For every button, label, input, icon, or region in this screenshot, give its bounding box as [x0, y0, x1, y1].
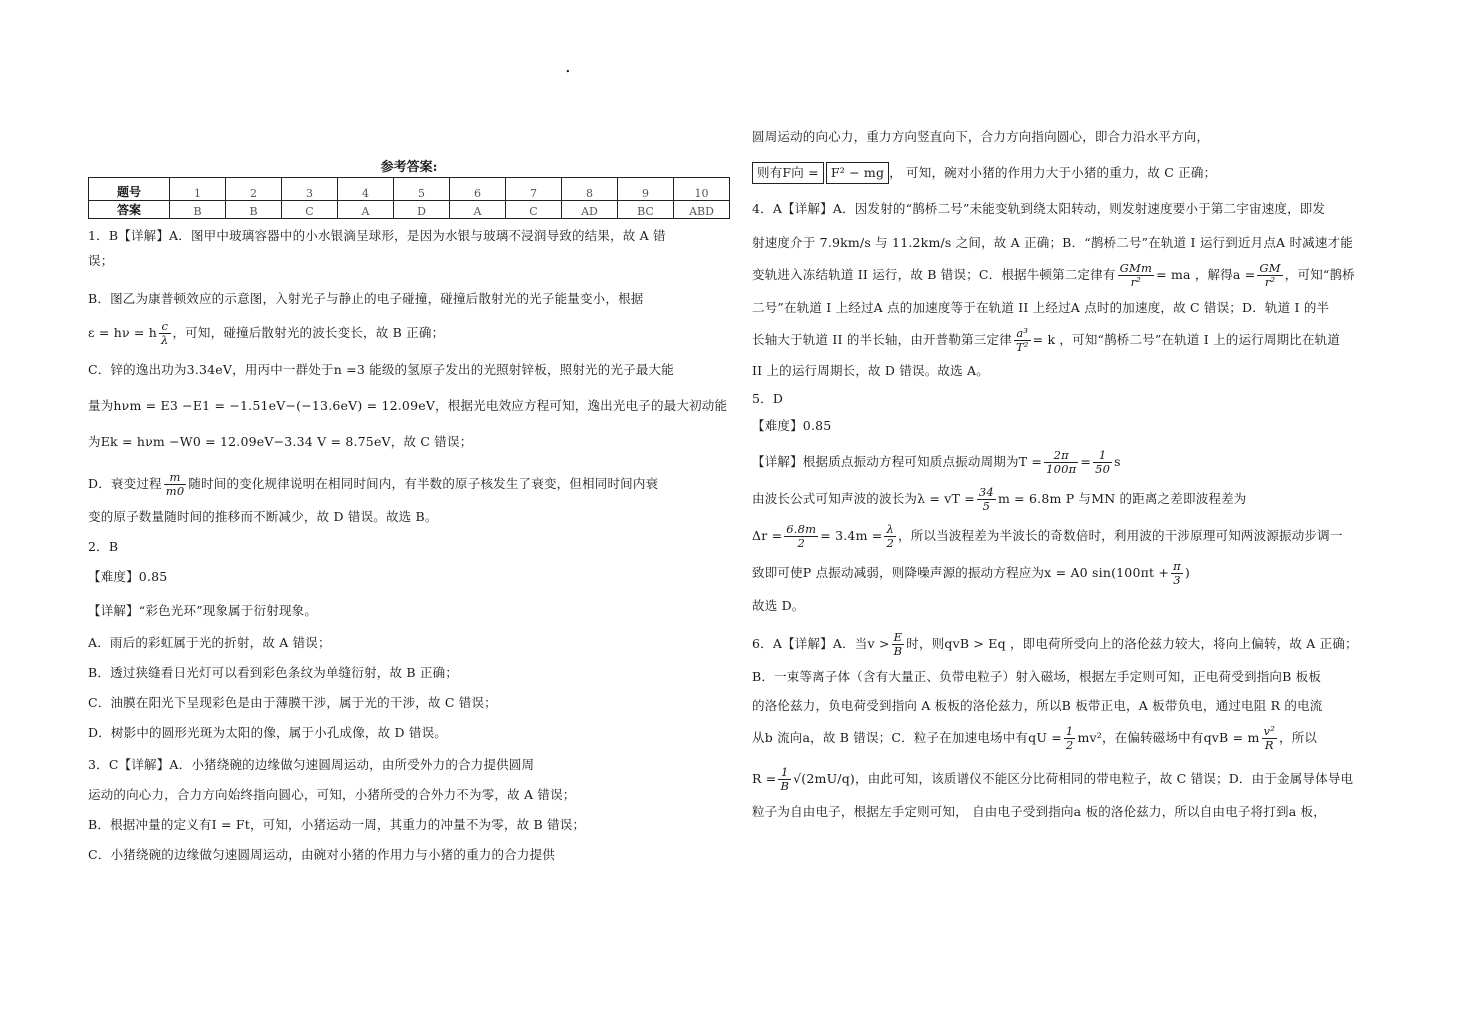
left-column	[88, 156, 730, 876]
q1-b-line-2	[88, 320, 730, 347]
number-cell: 3	[282, 178, 338, 201]
number-cell: 1	[170, 178, 226, 201]
q1-d-text-pre: D．衰变过程	[88, 476, 162, 491]
q3-b-line: B．根据冲量的定义有I = Ft，可知，小猪运动一周，其重力的冲量不为零，故 B 错误；	[88, 817, 586, 832]
q5-fraction-phase: $\frac{\pi}{3}$	[1173, 559, 1181, 587]
q4-fraction-gm: $\frac{GM}{\text{r²}}$	[1259, 261, 1281, 289]
q4-line-5	[752, 327, 1382, 354]
q2-option-c: C．油膜在阳光下呈现彩色是由于薄膜干涉，属于光的干涉，故 C 错误；	[88, 695, 497, 710]
q5-line-4-post: )	[1184, 565, 1190, 580]
q6-line-4	[752, 725, 1382, 752]
q1-d-line-2: 变的原子数量随时间的推移而不断减少，故 D 错误。故选 B。	[88, 509, 438, 524]
q3-c-continued: 圆周运动的向心力，重力方向竖直向下，合力方向指向圆心，即合力沿水平方向，	[752, 129, 1210, 144]
number-cell: 7	[506, 178, 562, 201]
q6-line-6: 粒子为自由电子，根据左手定则可知， 自由电子受到指向a 板的洛伦兹力，所以自由电子将打到a 板，	[752, 804, 1326, 819]
q1-c-line-2: 量为hνm = E3 −E1 = −1.51eV−(−13.6eV) = 12.09eV，根据光电效应方程可知，逸出光电子的最大初动能	[88, 398, 728, 413]
q5-line-2-post: m = 6.8m P 与MN 的距离之差即波程差为	[997, 491, 1247, 506]
answer-label-cell: 答案	[89, 201, 170, 219]
q1-b-line-1: B．图乙为康普顿效应的示意图，入射光子与静止的电子碰撞，碰撞后散射光的光子能量变小，根据	[88, 291, 644, 306]
q6-line-5	[752, 766, 1382, 793]
q6-line-5-post: ，由此可知，该质谱仪不能区分比荷相同的带电粒子，故 C 错误；D．由于金属导体导电	[855, 771, 1354, 786]
answer-table	[88, 177, 730, 219]
q5-line-1-mid: =	[1080, 454, 1092, 469]
q2-option-b: B．透过狭缝看日光灯可以看到彩色条纹为单缝衍射，故 B 正确；	[88, 665, 459, 680]
number-cell: 10	[674, 178, 730, 201]
q4-line-6: II 上的运行周期长，故 D 错误。故选 A。	[752, 363, 989, 378]
q5-line-3-pre: Δr =	[752, 528, 783, 543]
q1-b-formula-pre: ε = hν = h	[88, 325, 158, 340]
q5-fraction-period: $\frac{2\pi}{100\pi}$	[1046, 448, 1077, 476]
number-cell: 2	[226, 178, 282, 201]
q6-line-2: B．一束等离子体（含有大量正、负带电粒子）射入磁场，根据左手定则可知，正电荷受到指向B 板板	[752, 669, 1322, 684]
q2-option-d: D．树影中的圆形光斑为太阳的像，属于小孔成像，故 D 错误。	[88, 725, 447, 740]
q1-b-formula-post: ，可知，碰撞后散射光的波长变长，故 B 正确；	[172, 325, 445, 340]
q6-fraction-v2r: $\frac{\text{v²}}{R}$	[1263, 724, 1276, 752]
answer-cell: C	[506, 201, 562, 219]
q6-line-1-post: 时，则qvB > Eq ，即电荷所受向上的洛伦兹力较大，将向上偏转，故 A 正确；	[906, 636, 1358, 651]
q2-option-a: A．雨后的彩虹属于光的折射，故 A 错误；	[88, 635, 331, 650]
right-column	[752, 128, 1382, 833]
q5-line-2	[752, 486, 1382, 513]
answer-table-number-row	[89, 178, 730, 201]
answer-cell: C	[282, 201, 338, 219]
q5-fraction-half-lambda: $\frac{\lambda}{2}$	[886, 522, 895, 550]
q1-c-line-3: 为Ek = hνm −W0 = 12.09eV−3.34 V = 8.75eV，故 C 错误；	[88, 434, 473, 449]
q5-line-1-pre: 【详解】根据质点振动方程可知质点振动周期为T =	[752, 454, 1043, 469]
number-cell: 6	[450, 178, 506, 201]
q2-difficulty: 【难度】0.85	[88, 569, 168, 584]
q5-line-4-pre: 致即可使P 点振动减弱，则降噪声源的振动方程应为x = A0 sin(100πt +	[752, 565, 1170, 580]
q3-c-formula-line	[752, 162, 1382, 184]
q6-sqrt-term: √(2mU/q)	[793, 771, 855, 786]
q6-line-3: 的洛伦兹力，负电荷受到指向 A 板板的洛伦兹力，所以B 板带正电，A 板带负电，通过电阻 R 的电流	[752, 698, 1323, 713]
number-cell: 4	[338, 178, 394, 201]
answer-cell: ABD	[674, 201, 730, 219]
q5-line-1	[752, 449, 1382, 476]
q6-line-1	[752, 631, 1382, 658]
formula-box: 则有F向 =	[752, 162, 824, 184]
q1-a-line-1: 1．B【详解】A．图甲中玻璃容器中的小水银滴呈球形，是因为水银与玻璃不浸润导致的结果，故 A 错	[88, 228, 666, 243]
q4-line-3-mid: = ma ，解得a =	[1156, 267, 1256, 282]
q4-line-5-pre: 长轴大于轨道 II 的半长轴，由开普勒第三定律	[752, 332, 1012, 347]
q4-line-5-post: = k ，可知“鹊桥二号”在轨道 I 上的运行周期比在轨道	[1032, 332, 1341, 347]
q6-line-1-pre: 6．A【详解】A．当v >	[752, 636, 890, 651]
q6-line-4-post: ，所以	[1279, 730, 1318, 745]
q3-c-line: C．小猪绕碗的边缘做匀速圆周运动，由碗对小猪的作用力与小猪的重力的合力提供	[88, 847, 555, 862]
q3-a-line-2: 运动的向心力，合力方向始终指向圆心，可知，小猪所受的合外力不为零，故 A 错误；	[88, 787, 576, 802]
q3-c-conclusion: ， 可知，碗对小猪的作用力大于小猪的重力，故 C 正确；	[889, 165, 1217, 180]
q4-line-3-post: ，可知“鹊桥	[1284, 267, 1355, 282]
q4-line-1: 4．A【详解】A．因发射的“鹊桥二号”未能变轨到绕太阳转动，则发射速度要小于第二宇宙速度，即发	[752, 201, 1326, 216]
q5-line-3-post: ，所以当波程差为半波长的奇数倍时，利用波的干涉原理可知两波源振动步调一	[898, 528, 1343, 543]
formula-box-2: F² − mg	[826, 162, 889, 184]
q1-c-line-1: C．锌的逸出功为3.34eV，用丙中一群处于n =3 能级的氢原子发出的光照射锌板，照射光的光子最大能	[88, 362, 674, 377]
q4-fraction-kepler: $\frac{\text{a³}}{\text{T²}}$	[1015, 326, 1029, 354]
q4-line-3-pre: 变轨进入冻结轨道 II 运行，故 B 错误；C．根据牛顿第二定律有	[752, 267, 1116, 282]
q1-a-line-2: 误；	[88, 253, 114, 268]
q3-a-line-1: 3．C【详解】A．小猪绕碗的边缘做匀速圆周运动，由所受外力的合力提供圆周	[88, 757, 535, 772]
q6-line-4-mid: mv²，在偏转磁场中有qvB = m	[1077, 730, 1260, 745]
q2-answer: 2．B	[88, 539, 119, 554]
q5-fraction-path: $\frac{6.8m}{2}$	[786, 522, 817, 550]
q1-d-fraction: $\frac{m}{m0}$	[165, 470, 185, 498]
answer-cell: A	[338, 201, 394, 219]
answer-cell: A	[450, 201, 506, 219]
q6-fraction-1b: $\frac{1}{B}$	[780, 765, 790, 793]
q4-line-2: 射速度介于 7.9km/s 与 11.2km/s 之间，故 A 正确；B．“鹊桥二号”在轨道 I 运行到近月点A 时减速才能	[752, 235, 1353, 250]
q5-answer: 5．D	[752, 391, 784, 406]
answer-table-value-row	[89, 201, 730, 219]
q4-line-4: 二号”在轨道 I 上经过A 点的加速度等于在轨道 II 上经过A 点时的加速度，故 C 错误；D．轨道 I 的半	[752, 300, 1330, 315]
header-label-cell: 题号	[89, 178, 170, 201]
answer-cell: B	[170, 201, 226, 219]
answer-cell: BC	[618, 201, 674, 219]
answer-cell: B	[226, 201, 282, 219]
q5-line-4	[752, 560, 1382, 587]
q5-line-3	[752, 523, 1382, 550]
q5-fraction-result: $\frac{1}{50}$	[1095, 448, 1111, 476]
q5-line-1-post: s	[1114, 454, 1121, 469]
q5-conclusion: 故选 D。	[752, 598, 805, 613]
q5-line-2-pre: 由波长公式可知声波的波长为λ = vT =	[752, 491, 975, 506]
answers-title: 参考答案:	[380, 160, 438, 175]
q4-fraction-gmm: $\frac{\text{GMm}}{\text{r²}}$	[1119, 261, 1153, 289]
q1-b-fraction: $\frac{c}{\lambda}$	[161, 319, 169, 347]
q5-difficulty: 【难度】0.85	[752, 418, 832, 433]
page-mark: .	[565, 56, 571, 77]
number-cell: 9	[618, 178, 674, 201]
q1-d-text-post: 随时间的变化规律说明在相同时间内，有半数的原子核发生了衰变，但相同时间内衰	[188, 476, 659, 491]
q6-line-4-pre: 从b 流向a，故 B 错误；C．粒子在加速电场中有qU =	[752, 730, 1062, 745]
q5-fraction-wavelength: $\frac{34}{5}$	[978, 485, 994, 513]
number-cell: 8	[562, 178, 618, 201]
q1-d-line-1	[88, 471, 730, 498]
q6-fraction-half: $\frac{1}{2}$	[1065, 724, 1074, 752]
q2-detail: 【详解】“彩色光环”现象属于衍射现象。	[88, 603, 318, 618]
number-cell: 5	[394, 178, 450, 201]
answer-cell: AD	[562, 201, 618, 219]
answer-cell: D	[394, 201, 450, 219]
q6-fraction-eb: $\frac{E}{B}$	[893, 630, 903, 658]
q6-line-5-pre: R =	[752, 771, 777, 786]
q4-line-3	[752, 262, 1382, 289]
q5-line-3-mid: = 3.4m =	[820, 528, 883, 543]
